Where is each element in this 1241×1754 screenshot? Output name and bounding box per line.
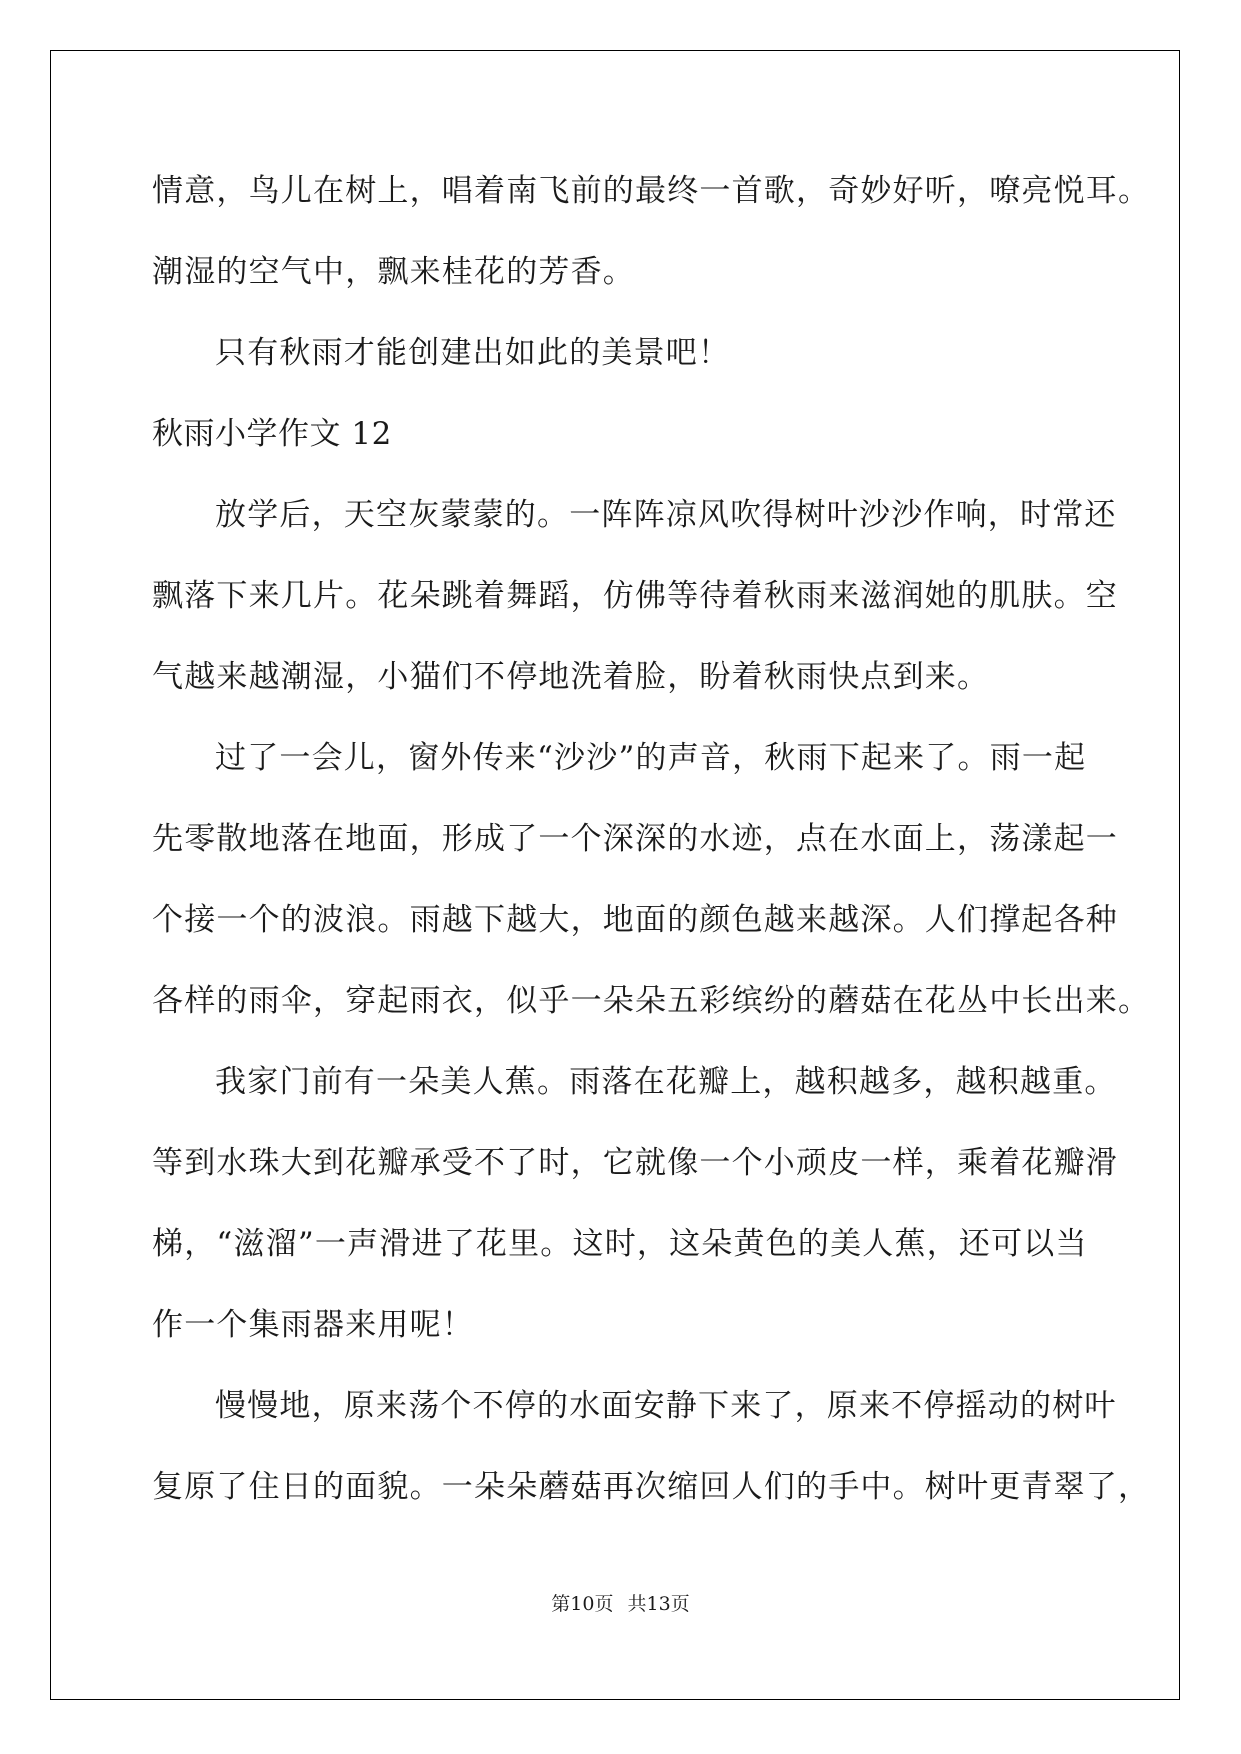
text-line: 情意，鸟儿在树上，唱着南飞前的最终一首歌，奇妙好听，嘹亮悦耳。 <box>152 173 1151 209</box>
text-line: 各样的雨伞，穿起雨衣，似乎一朵朵五彩缤纷的蘑菇在花丛中长出来。 <box>152 983 1151 1019</box>
document-body <box>152 160 1151 1537</box>
page-footer <box>0 1589 1241 1616</box>
paragraph-line: 我家门前有一朵美人蕉。雨落在花瓣上，越积越多，越积越重。 <box>215 1064 1117 1100</box>
paragraph-line: 只有秋雨才能创建出如此的美景吧！ <box>215 335 731 371</box>
paragraph-line: 放学后，天空灰蒙蒙的。一阵阵凉风吹得树叶沙沙作响，时常还 <box>215 497 1117 533</box>
section-heading: 秋雨小学作文 12 <box>152 416 392 452</box>
text-line: 飘落下来几片。花朵跳着舞蹈，仿佛等待着秋雨来滋润她的肌肤。空 <box>152 578 1118 614</box>
page-number: 第10页 <box>551 1593 614 1615</box>
paragraph-line: 慢慢地，原来荡个不停的水面安静下来了，原来不停摇动的树叶 <box>215 1388 1117 1424</box>
text-line: 潮湿的空气中，飘来桂花的芳香。 <box>152 254 635 290</box>
text-line: 复原了住日的面貌。一朵朵蘑菇再次缩回人们的手中。树叶更青翠了， <box>152 1469 1151 1505</box>
text-line: 先零散地落在地面，形成了一个深深的水迹，点在水面上，荡漾起一 <box>152 821 1118 857</box>
text-line: 等到水珠大到花瓣承受不了时，它就像一个小顽皮一样，乘着花瓣滑 <box>152 1145 1118 1181</box>
text-line: 个接一个的波浪。雨越下越大，地面的颜色越来越深。人们撑起各种 <box>152 902 1118 938</box>
page-total: 共13页 <box>627 1593 690 1615</box>
text-line: 作一个集雨器来用呢！ <box>152 1307 474 1343</box>
paragraph-line: 过了一会儿，窗外传来“沙沙”的声音，秋雨下起来了。雨一起 <box>215 740 1087 776</box>
text-line: 气越来越潮湿，小猫们不停地洗着脸，盼着秋雨快点到来。 <box>152 659 990 695</box>
text-line: 梯，“滋溜”一声滑进了花里。这时，这朵黄色的美人蕉，还可以当 <box>152 1226 1088 1262</box>
